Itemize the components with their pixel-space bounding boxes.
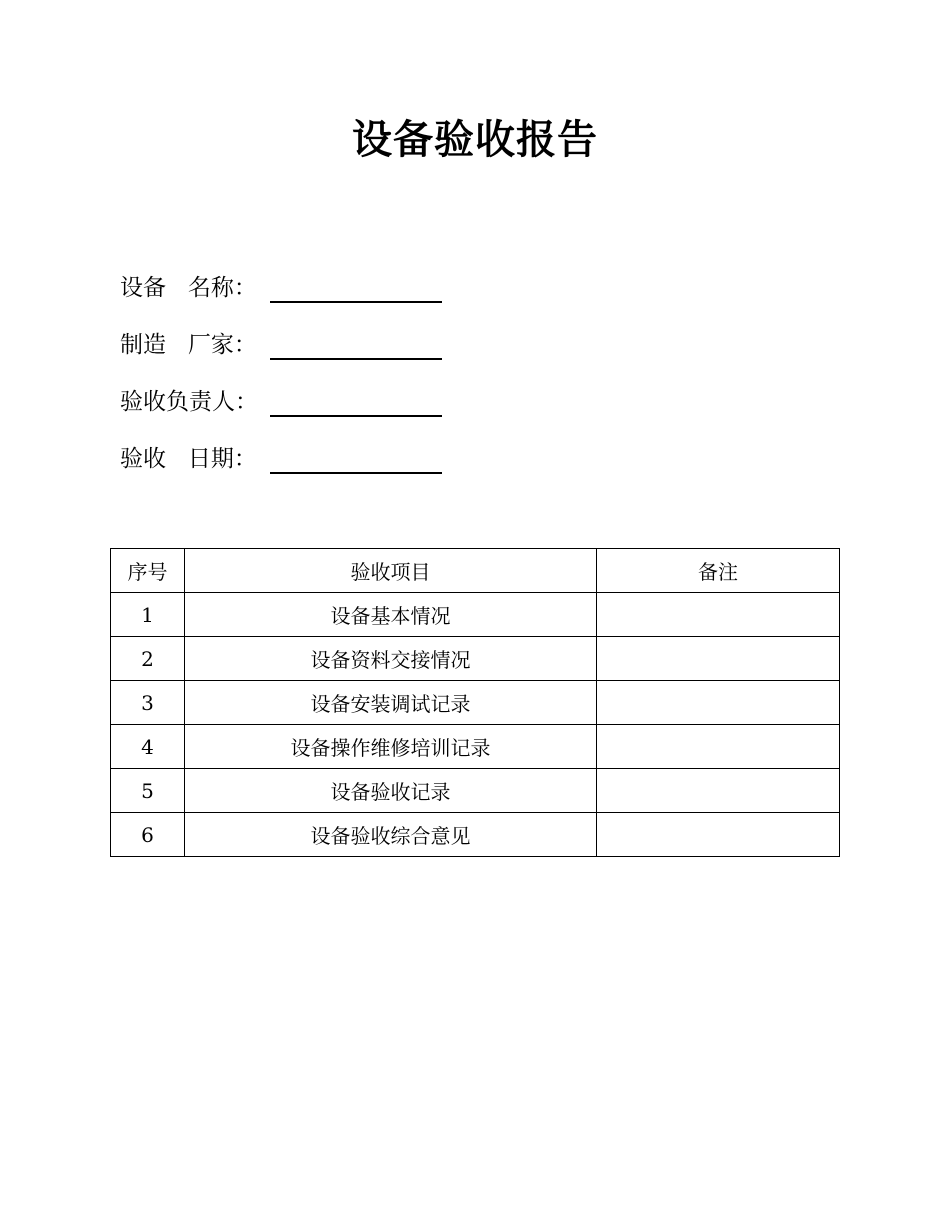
row-item: 设备安装调试记录 <box>185 681 597 725</box>
row-item: 设备资料交接情况 <box>185 637 597 681</box>
row-item: 设备操作维修培训记录 <box>185 725 597 769</box>
table-row <box>111 681 840 725</box>
table-row <box>111 769 840 813</box>
row-note[interactable] <box>597 681 840 725</box>
row-note[interactable] <box>597 725 840 769</box>
row-note[interactable] <box>597 769 840 813</box>
inspector-blank[interactable] <box>270 387 442 417</box>
header-serial-number: 序号 <box>111 549 185 593</box>
row-number: 1 <box>111 593 185 637</box>
row-item: 设备基本情况 <box>185 593 597 637</box>
equipment-name-blank[interactable] <box>270 273 442 303</box>
row-number: 5 <box>111 769 185 813</box>
field-manufacturer <box>120 305 442 362</box>
document-title: 设备验收报告 <box>352 116 598 163</box>
table-row <box>111 813 840 857</box>
row-note[interactable] <box>597 637 840 681</box>
row-item: 设备验收综合意见 <box>185 813 597 857</box>
info-fields <box>120 248 442 476</box>
header-remarks: 备注 <box>597 549 840 593</box>
field-label-manufacturer: 制造 厂家： <box>120 332 257 358</box>
row-note[interactable] <box>597 593 840 637</box>
row-number: 2 <box>111 637 185 681</box>
table-row <box>111 725 840 769</box>
field-label-equipment-name: 设备 名称： <box>120 275 257 301</box>
header-acceptance-item: 验收项目 <box>185 549 597 593</box>
table-row <box>111 637 840 681</box>
row-note[interactable] <box>597 813 840 857</box>
manufacturer-blank[interactable] <box>270 330 442 360</box>
field-label-inspector: 验收负责人： <box>120 389 258 415</box>
inspection-date-blank[interactable] <box>270 444 442 474</box>
table-row <box>111 593 840 637</box>
field-equipment-name <box>120 248 442 305</box>
field-inspection-date <box>120 419 442 476</box>
acceptance-checklist-table <box>110 548 840 857</box>
row-number: 4 <box>111 725 185 769</box>
row-number: 3 <box>111 681 185 725</box>
field-label-inspection-date: 验收 日期： <box>120 446 257 472</box>
row-number: 6 <box>111 813 185 857</box>
row-item: 设备验收记录 <box>185 769 597 813</box>
table-header-row <box>111 549 840 593</box>
field-inspector <box>120 362 442 419</box>
